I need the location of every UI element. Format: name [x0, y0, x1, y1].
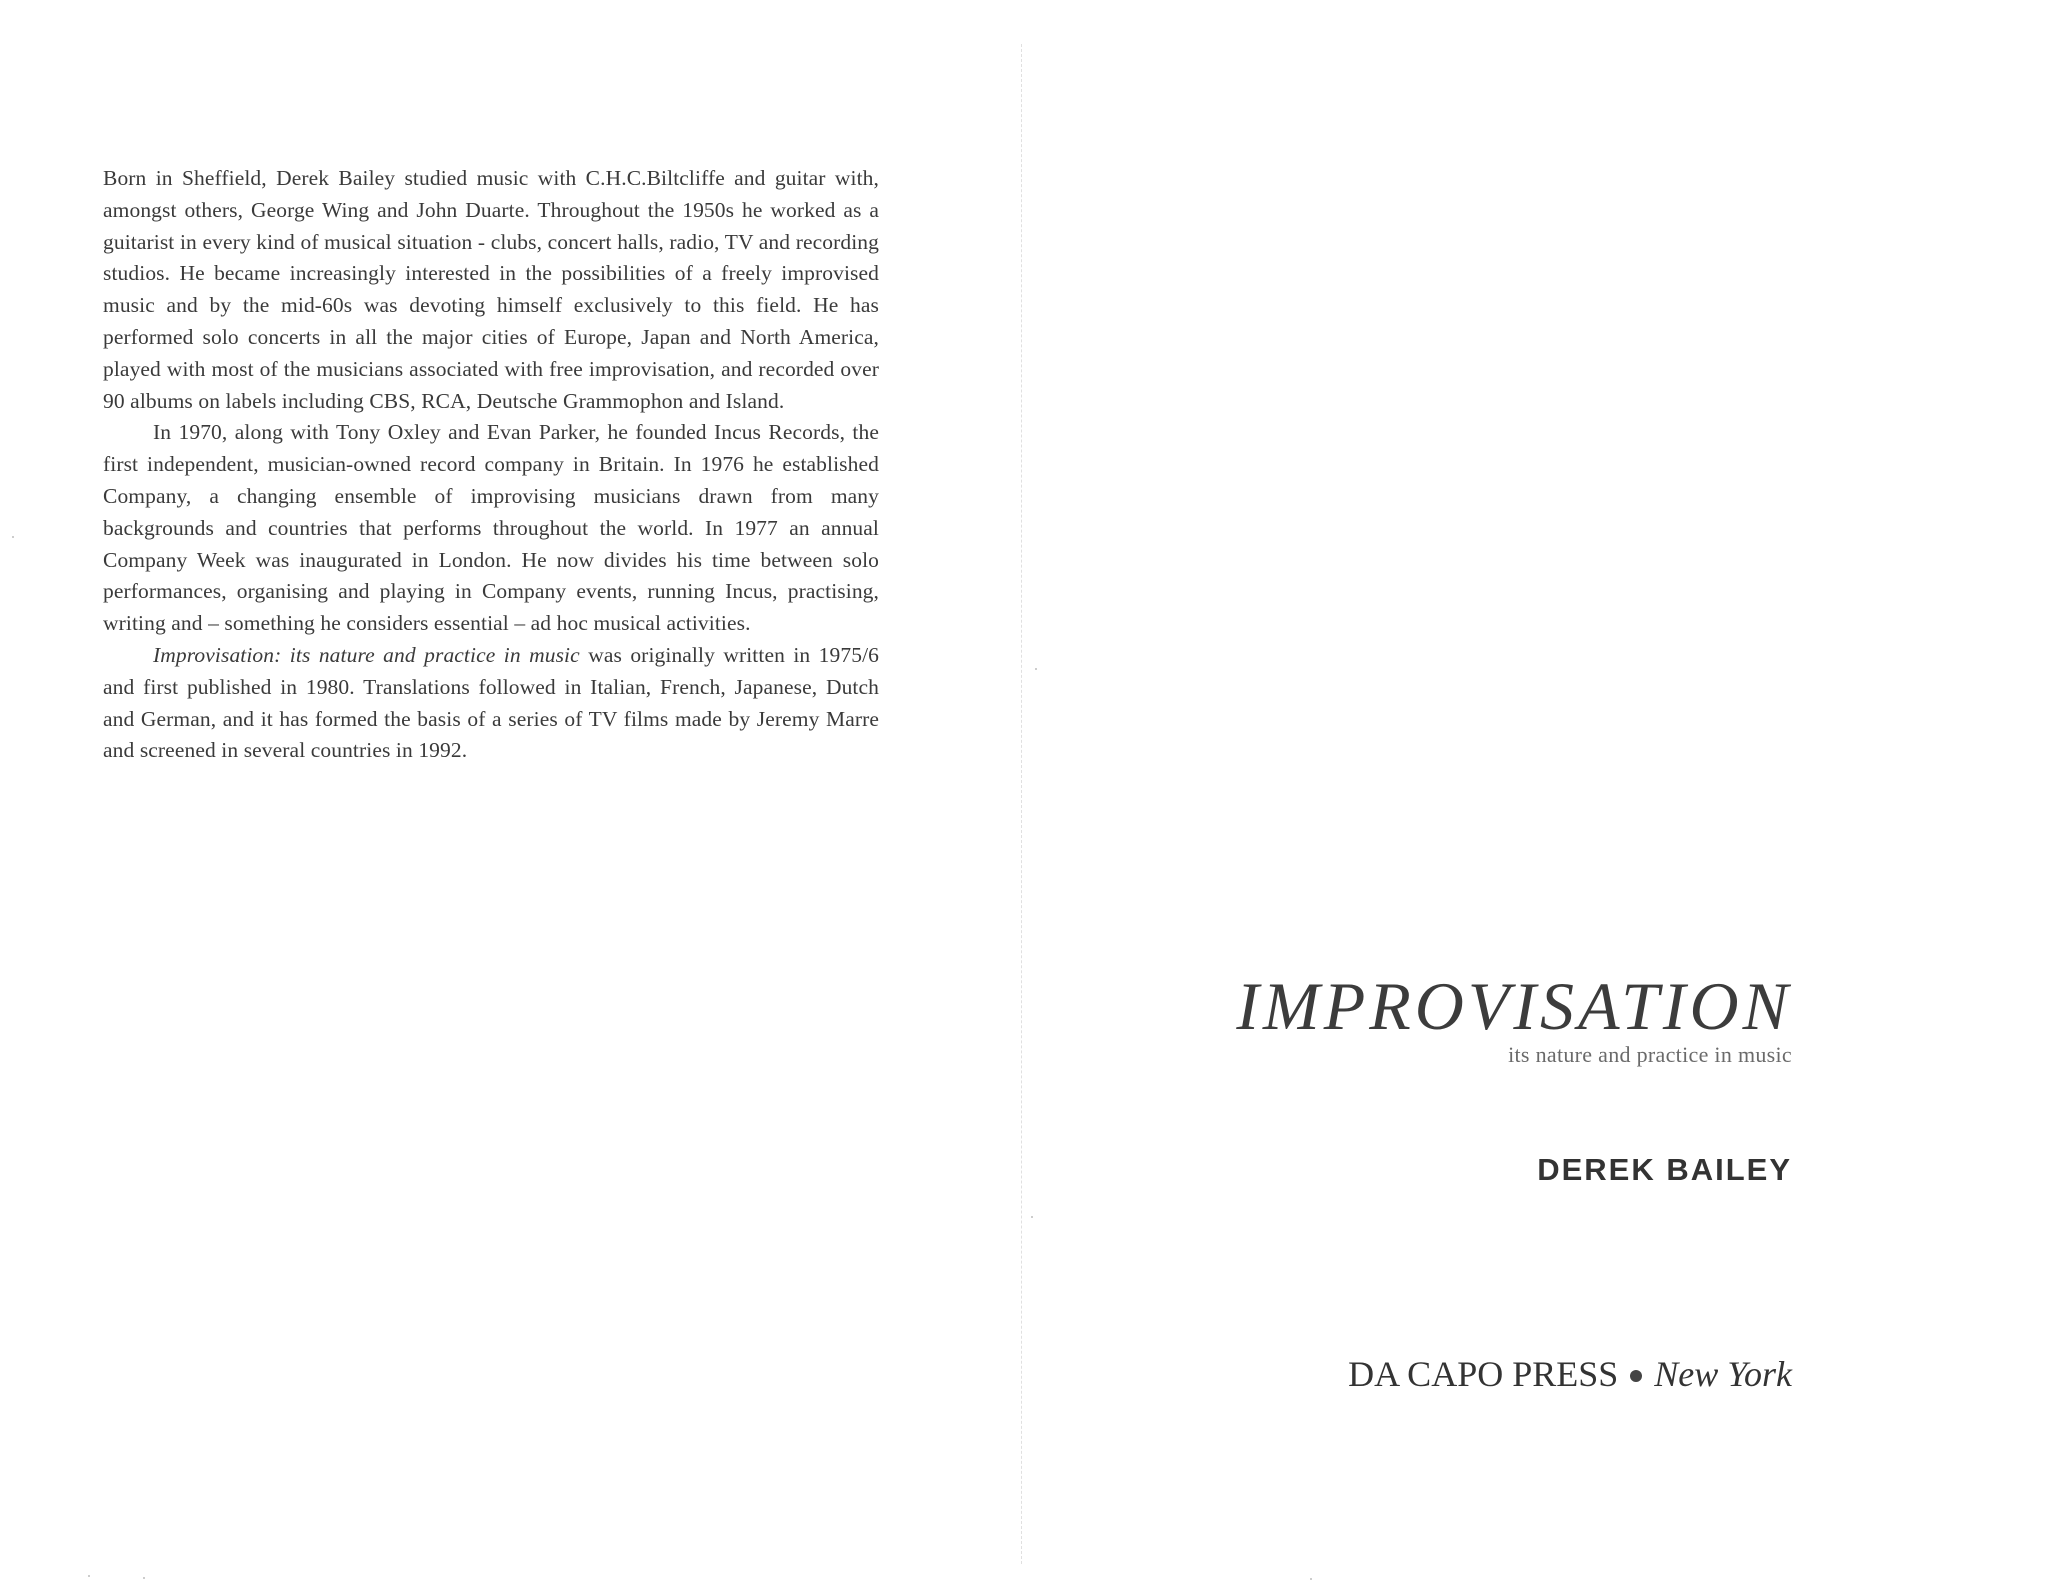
scan-speck: [143, 1577, 145, 1579]
scan-speck: [1310, 1578, 1312, 1580]
book-title: IMPROVISATION: [1236, 968, 1792, 1044]
bio-paragraph-3: [103, 640, 879, 767]
book-title-italic: Improvisation: its nature and practice in music: [153, 642, 580, 667]
scan-speck: [88, 1575, 90, 1577]
publisher-city: New York: [1654, 1354, 1792, 1394]
author-name: DEREK BAILEY: [1537, 1152, 1792, 1187]
author-bio: [103, 163, 879, 767]
scan-speck: [1031, 1216, 1033, 1218]
scan-speck: [12, 536, 14, 538]
scan-speck: [1035, 668, 1037, 670]
bio-paragraph-2: In 1970, along with Tony Oxley and Evan Parker, he founded Incus Records, the first independent, musician-owned record company in Britain. In 1976 he established Company, a changing ensemble of improvising musicians drawn from many backgrounds and countries that performs throughout the world. In 1977 an annual Company Week was inaugurated in London. He now divides his time between solo performances, organising and playing in Company events, running Incus, practising, writing and – something he considers essential – ad hoc musical activities.: [103, 420, 879, 636]
bio-paragraph-3-text: was originally written in 1975/6 and first published in 1980. Translations followed in Italian, French, Japanese, Dutch and German, and it has formed the basis of a series of TV films made by Jeremy Marre and screened in several countries in 1992.: [103, 642, 880, 763]
publisher-name: DA CAPO PRESS: [1348, 1354, 1619, 1394]
bio-paragraph-1: Born in Sheffield, Derek Bailey studied music with C.H.C.Biltcliffe and guitar with, amongst others, George Wing and John Duarte. Throughout the 1950s he worked as a guitarist in every kind of musical situation - clubs, concert halls, radio, TV and recording studios. He became increasingly interested in the possibilities of a freely improvised music and by the mid-60s was devoting himself exclusively to this field. He has performed solo concerts in all the major cities of Europe, Japan and North America, played with most of the musicians associated with free improvisation, and recorded over 90 albums on labels including CBS, RCA, Deutsche Grammophon and Island.: [103, 166, 879, 413]
publisher-line: [1348, 1353, 1792, 1395]
page-gutter: [1021, 44, 1023, 1564]
book-subtitle: its nature and practice in music: [1508, 1042, 1792, 1067]
bullet-separator-icon: [1630, 1370, 1642, 1382]
